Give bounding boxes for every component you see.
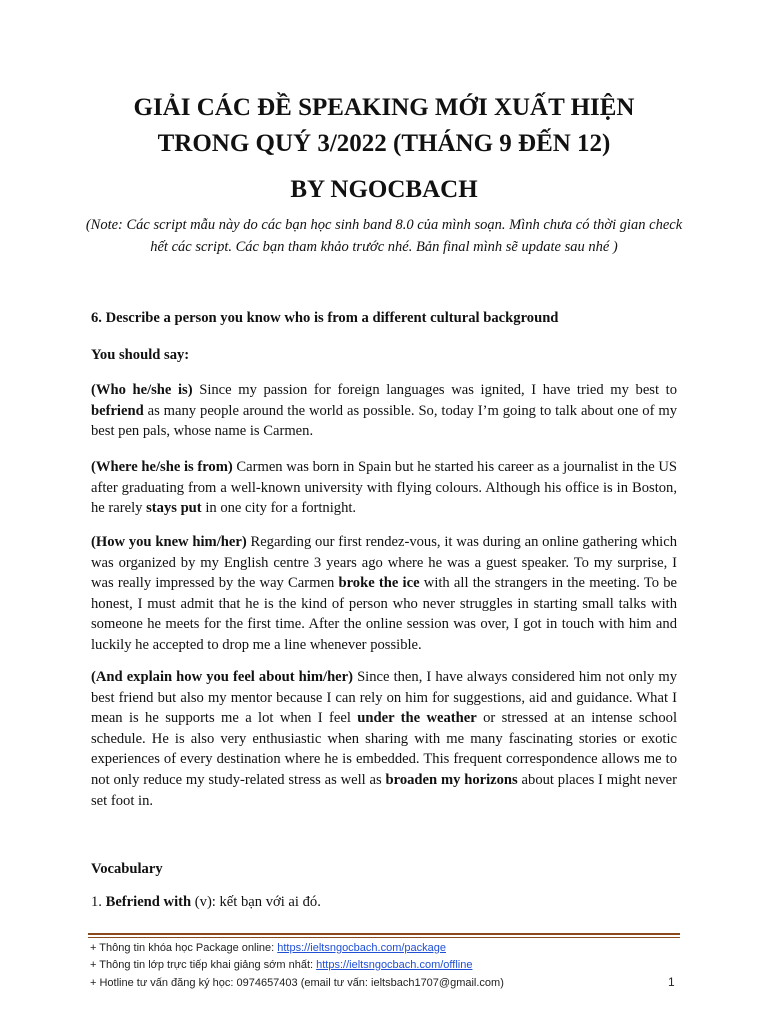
footer-divider-thin [88, 937, 680, 938]
vocabulary-heading: Vocabulary [91, 861, 163, 877]
phrase-stays-put: stays put [146, 500, 202, 517]
phrase-befriend: befriend [91, 402, 144, 419]
package-link[interactable]: https://ieltsngocbach.com/package [277, 942, 447, 954]
vocabulary-item-1: 1. Befriend with (v): kết bạn với ai đó. [91, 894, 321, 910]
question-heading: 6. Describe a person you know who is from a different cultural background [91, 310, 559, 326]
label-where: (Where he/she is from) [91, 459, 233, 475]
label-who: (Who he/she is) [91, 382, 193, 398]
page-number: 1 [668, 975, 675, 989]
phrase-broaden-my-horizons: broaden my horizons [385, 771, 518, 788]
phrase-under-the-weather: under the weather [357, 710, 477, 727]
note: (Note: Các script mẫu này do các bạn học sinh band 8.0 của mình soạn. Mình chưa có thời gian check hết các script. Các bạn tham khảo trước nhé. Bản final mình sẽ update sau nhé ) [85, 217, 683, 255]
title-line-2: TRONG QUÝ 3/2022 (THÁNG 9 ĐẾN 12) [157, 130, 611, 157]
paragraph-where: (Where he/she is from) Carmen was born in Spain but he started his career as a journalist in the US after graduating from a well-known university with flying colours. Although his office is in Boston, he rarely stays put in one city for a fortnight. [91, 459, 677, 517]
footer-hotline-line: + Hotline tư vấn đăng ký học: 0974657403 (email tư vấn: ieltsbach1707@gmail.com) [90, 977, 504, 989]
label-feel: (And explain how you feel about him/her) [91, 669, 353, 685]
footer-package-line: + Thông tin khóa học Package online: https://ieltsngocbach.com/package [90, 942, 447, 954]
title-byline: BY NGOCBACH [290, 176, 478, 203]
footer-divider [88, 933, 680, 935]
you-should-say: You should say: [91, 347, 190, 363]
paragraph-who: (Who he/she is) Since my passion for foreign languages was ignited, I have tried my best to befriend as many people around the world as possible. So, today I’m going to talk about one of my best pen pals, whose name is Carmen. [91, 382, 678, 440]
paragraph-how: (How you knew him/her) Regarding our first rendez-vous, it was during an online gathering which was organized by my English centre 3 years ago where he was a guest speaker. To my surprise, I was really impressed by the way Carmen broke the ice with all the strangers in the meeting. To be honest, I must admit that he is the kind of person who never struggles in starting small talks with someone he meets for the first time. After the online session was over, I got in touch with him and luckily he accepted to drop me a line whenever possible. [91, 534, 678, 653]
phrase-broke-the-ice: broke the ice [338, 575, 420, 592]
label-how: (How you knew him/her) [91, 534, 247, 550]
footer-offline-line: + Thông tin lớp trực tiếp khai giảng sớm nhất: https://ieltsngocbach.com/offline [90, 959, 473, 971]
paragraph-feel: (And explain how you feel about him/her) Since then, I have always considered him not only my best friend but also my mentor because I can rely on him for suggestions, aid and guidance. What I mean is he supports me a lot when I feel under the weather or stressed at an intense school schedule. He is also very enthusiastic when sharing with me many fascinating stories or exotic experiences of every destination where he is embedded. This frequent correspondence allows me to not only reduce my study-related stress as well as broaden my horizons about places I might never set foot in. [91, 669, 678, 809]
vocab-term: Befriend with [105, 894, 192, 910]
title-line-1: GIẢI CÁC ĐỀ SPEAKING MỚI XUẤT HIỆN [133, 94, 635, 121]
offline-link[interactable]: https://ieltsngocbach.com/offline [316, 959, 473, 971]
